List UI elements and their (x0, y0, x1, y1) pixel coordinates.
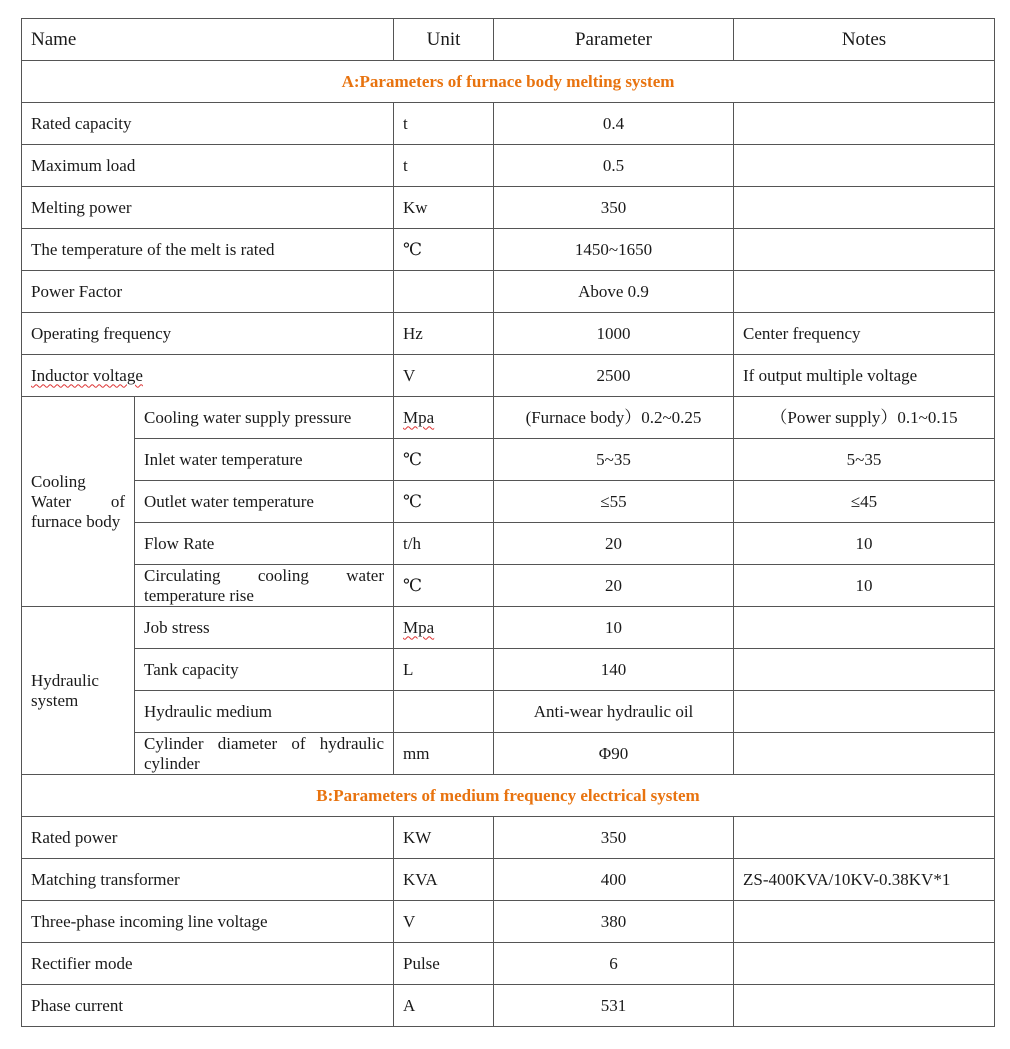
row-unit: Pulse (394, 943, 494, 985)
row-notes (734, 817, 995, 859)
row-unit: t (394, 145, 494, 187)
row-notes (734, 733, 995, 775)
header-row (22, 19, 995, 61)
row-name: Cooling water supply pressure (135, 397, 394, 439)
table-row (22, 313, 995, 355)
row-notes (734, 691, 995, 733)
row-unit: Hz (394, 313, 494, 355)
row-name: Operating frequency (22, 313, 394, 355)
row-name: Three-phase incoming line voltage (22, 901, 394, 943)
row-parameter: 10 (494, 607, 734, 649)
table-row (22, 607, 995, 649)
table-row (22, 103, 995, 145)
row-name: Tank capacity (135, 649, 394, 691)
row-parameter: 6 (494, 943, 734, 985)
row-name: The temperature of the melt is rated (22, 229, 394, 271)
section-a-title: A:Parameters of furnace body melting system (22, 61, 995, 103)
table-row (22, 817, 995, 859)
row-notes (734, 145, 995, 187)
row-parameter: 20 (494, 523, 734, 565)
row-parameter: 400 (494, 859, 734, 901)
table-row (22, 187, 995, 229)
row-name: Power Factor (22, 271, 394, 313)
row-parameter: 350 (494, 817, 734, 859)
row-unit: L (394, 649, 494, 691)
row-name: Rated power (22, 817, 394, 859)
row-notes: ZS-400KVA/10KV-0.38KV*1 (734, 859, 995, 901)
row-unit: t/h (394, 523, 494, 565)
row-unit: ℃ (394, 565, 494, 607)
row-name: Job stress (135, 607, 394, 649)
row-parameter: Above 0.9 (494, 271, 734, 313)
table-row (22, 901, 995, 943)
row-parameter: 350 (494, 187, 734, 229)
row-notes: （Power supply）0.1~0.15 (734, 397, 995, 439)
row-parameter: 2500 (494, 355, 734, 397)
row-unit: V (394, 355, 494, 397)
table-row (22, 439, 995, 481)
table-row (22, 943, 995, 985)
row-parameter: Φ90 (494, 733, 734, 775)
row-name: Maximum load (22, 145, 394, 187)
spec-page (21, 18, 994, 1027)
row-parameter: 0.4 (494, 103, 734, 145)
section-b-row (22, 775, 995, 817)
table-row (22, 565, 995, 607)
row-unit (394, 691, 494, 733)
hydraulic-group-label: Hydraulic system (22, 607, 135, 775)
row-parameter: 140 (494, 649, 734, 691)
row-unit (394, 397, 494, 439)
row-name (22, 355, 394, 397)
cooling-group-label: Cooling Water of furnace body (22, 397, 135, 607)
row-notes (734, 943, 995, 985)
parameters-table (21, 18, 995, 1027)
header-name: Name (22, 19, 394, 61)
row-name: Phase current (22, 985, 394, 1027)
row-notes: If output multiple voltage (734, 355, 995, 397)
row-notes (734, 901, 995, 943)
table-row (22, 481, 995, 523)
row-notes (734, 187, 995, 229)
row-unit: KW (394, 817, 494, 859)
row-notes (734, 271, 995, 313)
row-name: Rated capacity (22, 103, 394, 145)
row-parameter: 5~35 (494, 439, 734, 481)
header-notes: Notes (734, 19, 995, 61)
table-row (22, 355, 995, 397)
row-unit-text: Mpa (403, 407, 435, 427)
row-name: Flow Rate (135, 523, 394, 565)
table-row (22, 271, 995, 313)
row-notes: 5~35 (734, 439, 995, 481)
row-parameter: ≤55 (494, 481, 734, 523)
row-name: Matching transformer (22, 859, 394, 901)
row-unit-text: Mpa (403, 617, 435, 637)
table-row (22, 649, 995, 691)
row-unit: mm (394, 733, 494, 775)
section-a-row (22, 61, 995, 103)
row-unit: A (394, 985, 494, 1027)
header-unit: Unit (394, 19, 494, 61)
row-notes: Center frequency (734, 313, 995, 355)
row-name: Inlet water temperature (135, 439, 394, 481)
row-parameter: 380 (494, 901, 734, 943)
row-notes (734, 985, 995, 1027)
row-unit: ℃ (394, 439, 494, 481)
row-parameter: 531 (494, 985, 734, 1027)
row-notes (734, 229, 995, 271)
row-unit: t (394, 103, 494, 145)
table-row (22, 523, 995, 565)
row-notes: ≤45 (734, 481, 995, 523)
row-unit: KVA (394, 859, 494, 901)
row-parameter: 0.5 (494, 145, 734, 187)
row-unit: V (394, 901, 494, 943)
row-name-text: Inductor voltage (31, 365, 143, 385)
row-name: Cylinder diameter of hydraulic cylinder (135, 733, 394, 775)
row-parameter: Anti-wear hydraulic oil (494, 691, 734, 733)
row-name: Circulating cooling water temperature rise (135, 565, 394, 607)
table-row (22, 985, 995, 1027)
row-notes: 10 (734, 565, 995, 607)
row-notes (734, 103, 995, 145)
row-parameter: 1450~1650 (494, 229, 734, 271)
row-parameter: 1000 (494, 313, 734, 355)
table-row (22, 229, 995, 271)
table-row (22, 145, 995, 187)
row-parameter: (Furnace body）0.2~0.25 (494, 397, 734, 439)
row-name: Outlet water temperature (135, 481, 394, 523)
header-parameter: Parameter (494, 19, 734, 61)
row-unit (394, 607, 494, 649)
row-unit: ℃ (394, 481, 494, 523)
table-row (22, 397, 995, 439)
row-unit: ℃ (394, 229, 494, 271)
row-notes (734, 607, 995, 649)
row-name: Melting power (22, 187, 394, 229)
row-notes (734, 649, 995, 691)
table-row (22, 691, 995, 733)
row-notes: 10 (734, 523, 995, 565)
table-row (22, 733, 995, 775)
row-unit (394, 271, 494, 313)
table-row (22, 859, 995, 901)
section-b-title: B:Parameters of medium frequency electrical system (22, 775, 995, 817)
row-parameter: 20 (494, 565, 734, 607)
row-name: Rectifier mode (22, 943, 394, 985)
row-unit: Kw (394, 187, 494, 229)
row-name: Hydraulic medium (135, 691, 394, 733)
